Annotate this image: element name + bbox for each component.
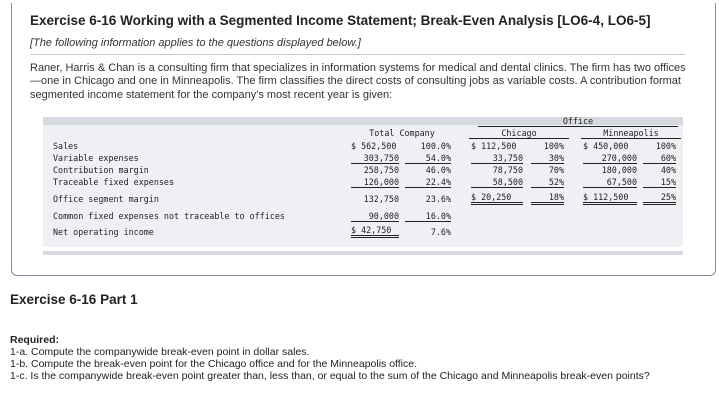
col-minneapolis: Minneapolis (581, 128, 681, 139)
total-net-operating-income-pct: 7.6% (430, 227, 451, 237)
minneapolis-contribution-margin: 180,000 (601, 165, 637, 175)
exercise-title: Exercise 6-16 Working with a Segmented Income Statement; Break-Even Analysis [LO6-4, LO6-5] (30, 13, 651, 28)
row-label-contribution-margin: Contribution margin (53, 165, 149, 175)
question-1a: 1-a. Compute the companywide break-even point in dollar sales. (10, 346, 310, 358)
total-traceable-fixed: 126,000 (351, 177, 399, 188)
minneapolis-traceable-fixed: 67,500 (583, 177, 637, 188)
total-segment-margin-pct: 23.6% (425, 194, 451, 204)
required-section (10, 334, 710, 382)
required-label: Required: (10, 334, 60, 346)
chicago-segment-margin-pct: 18% (531, 192, 564, 205)
row-label-office-segment-margin: Office segment margin (53, 194, 159, 204)
total-common-fixed: 90,000 (351, 211, 399, 222)
row-label-traceable-fixed-expenses: Traceable fixed expenses (53, 177, 175, 187)
minneapolis-sales: $ 450,000 (583, 141, 629, 151)
minneapolis-segment-margin-pct: 25% (643, 192, 676, 205)
total-variable-expenses: 303,750 (351, 153, 399, 164)
row-label-net-operating-income: Net operating income (53, 227, 154, 237)
minneapolis-contribution-margin-pct: 40% (660, 165, 676, 175)
chicago-traceable-fixed: 58,500 (471, 177, 523, 188)
total-contribution-margin-pct: 46.0% (425, 165, 451, 175)
minneapolis-segment-margin: $ 112,500 (583, 192, 637, 205)
col-chicago: Chicago (469, 128, 569, 139)
col-total-company: Total Company (369, 128, 435, 138)
chicago-traceable-fixed-pct: 52% (531, 177, 564, 188)
question-1c: 1-c. Is the companywide break-even point greater than, less than, or equal to the sum of the Chicago and Minneapolis break-even points? (10, 370, 650, 382)
income-statement-table (43, 117, 683, 247)
minneapolis-traceable-fixed-pct: 15% (643, 177, 676, 188)
chicago-contribution-margin-pct: 70% (548, 165, 564, 175)
total-sales: $ 562,500 (351, 141, 397, 151)
exercise-subtitle: [The following information applies to the questions displayed below.] (30, 37, 361, 49)
table-bottom-bar (43, 251, 683, 255)
question-1b: 1-b. Compute the break-even point for the Chicago office and for the Minneapolis office. (10, 358, 418, 370)
part-title: Exercise 6-16 Part 1 (10, 292, 138, 307)
total-traceable-fixed-pct: 22.4% (405, 177, 451, 188)
row-label-variable-expenses: Variable expenses (53, 153, 139, 163)
row-label-sales: Sales (53, 141, 79, 151)
problem-description: Raner, Harris & Chan is a consulting firm that specializes in information systems for medical and dental clinics. The firm has two offices—one in Chicago and one in Minneapolis. The firm classifies the direct costs of consulting jobs as variable costs. A contribution format segmented income statement for the company's most recent year is given: (30, 62, 686, 101)
chicago-contribution-margin: 78,750 (492, 165, 523, 175)
chicago-sales: $ 112,500 (471, 141, 517, 151)
total-sales-pct: 100.0% (420, 141, 451, 151)
total-common-fixed-pct: 16.0% (405, 211, 451, 222)
total-contribution-margin: 258,750 (363, 165, 399, 175)
chicago-segment-margin: $ 20,250 (471, 192, 523, 205)
row-label-common-fixed-expenses: Common fixed expenses not traceable to offices (53, 211, 285, 221)
chicago-variable-expenses-pct: 30% (531, 153, 564, 164)
minneapolis-sales-pct: 100% (655, 141, 676, 151)
total-segment-margin: 132,750 (363, 194, 399, 204)
office-group-header: Office (478, 116, 678, 127)
total-variable-expenses-pct: 54.0% (405, 153, 451, 164)
total-net-operating-income: $ 42,750 (351, 225, 399, 238)
divider (30, 54, 685, 55)
minneapolis-variable-expenses: 270,000 (583, 153, 637, 164)
chicago-variable-expenses: 33,750 (471, 153, 523, 164)
minneapolis-variable-expenses-pct: 60% (643, 153, 676, 164)
chicago-sales-pct: 100% (543, 141, 564, 151)
